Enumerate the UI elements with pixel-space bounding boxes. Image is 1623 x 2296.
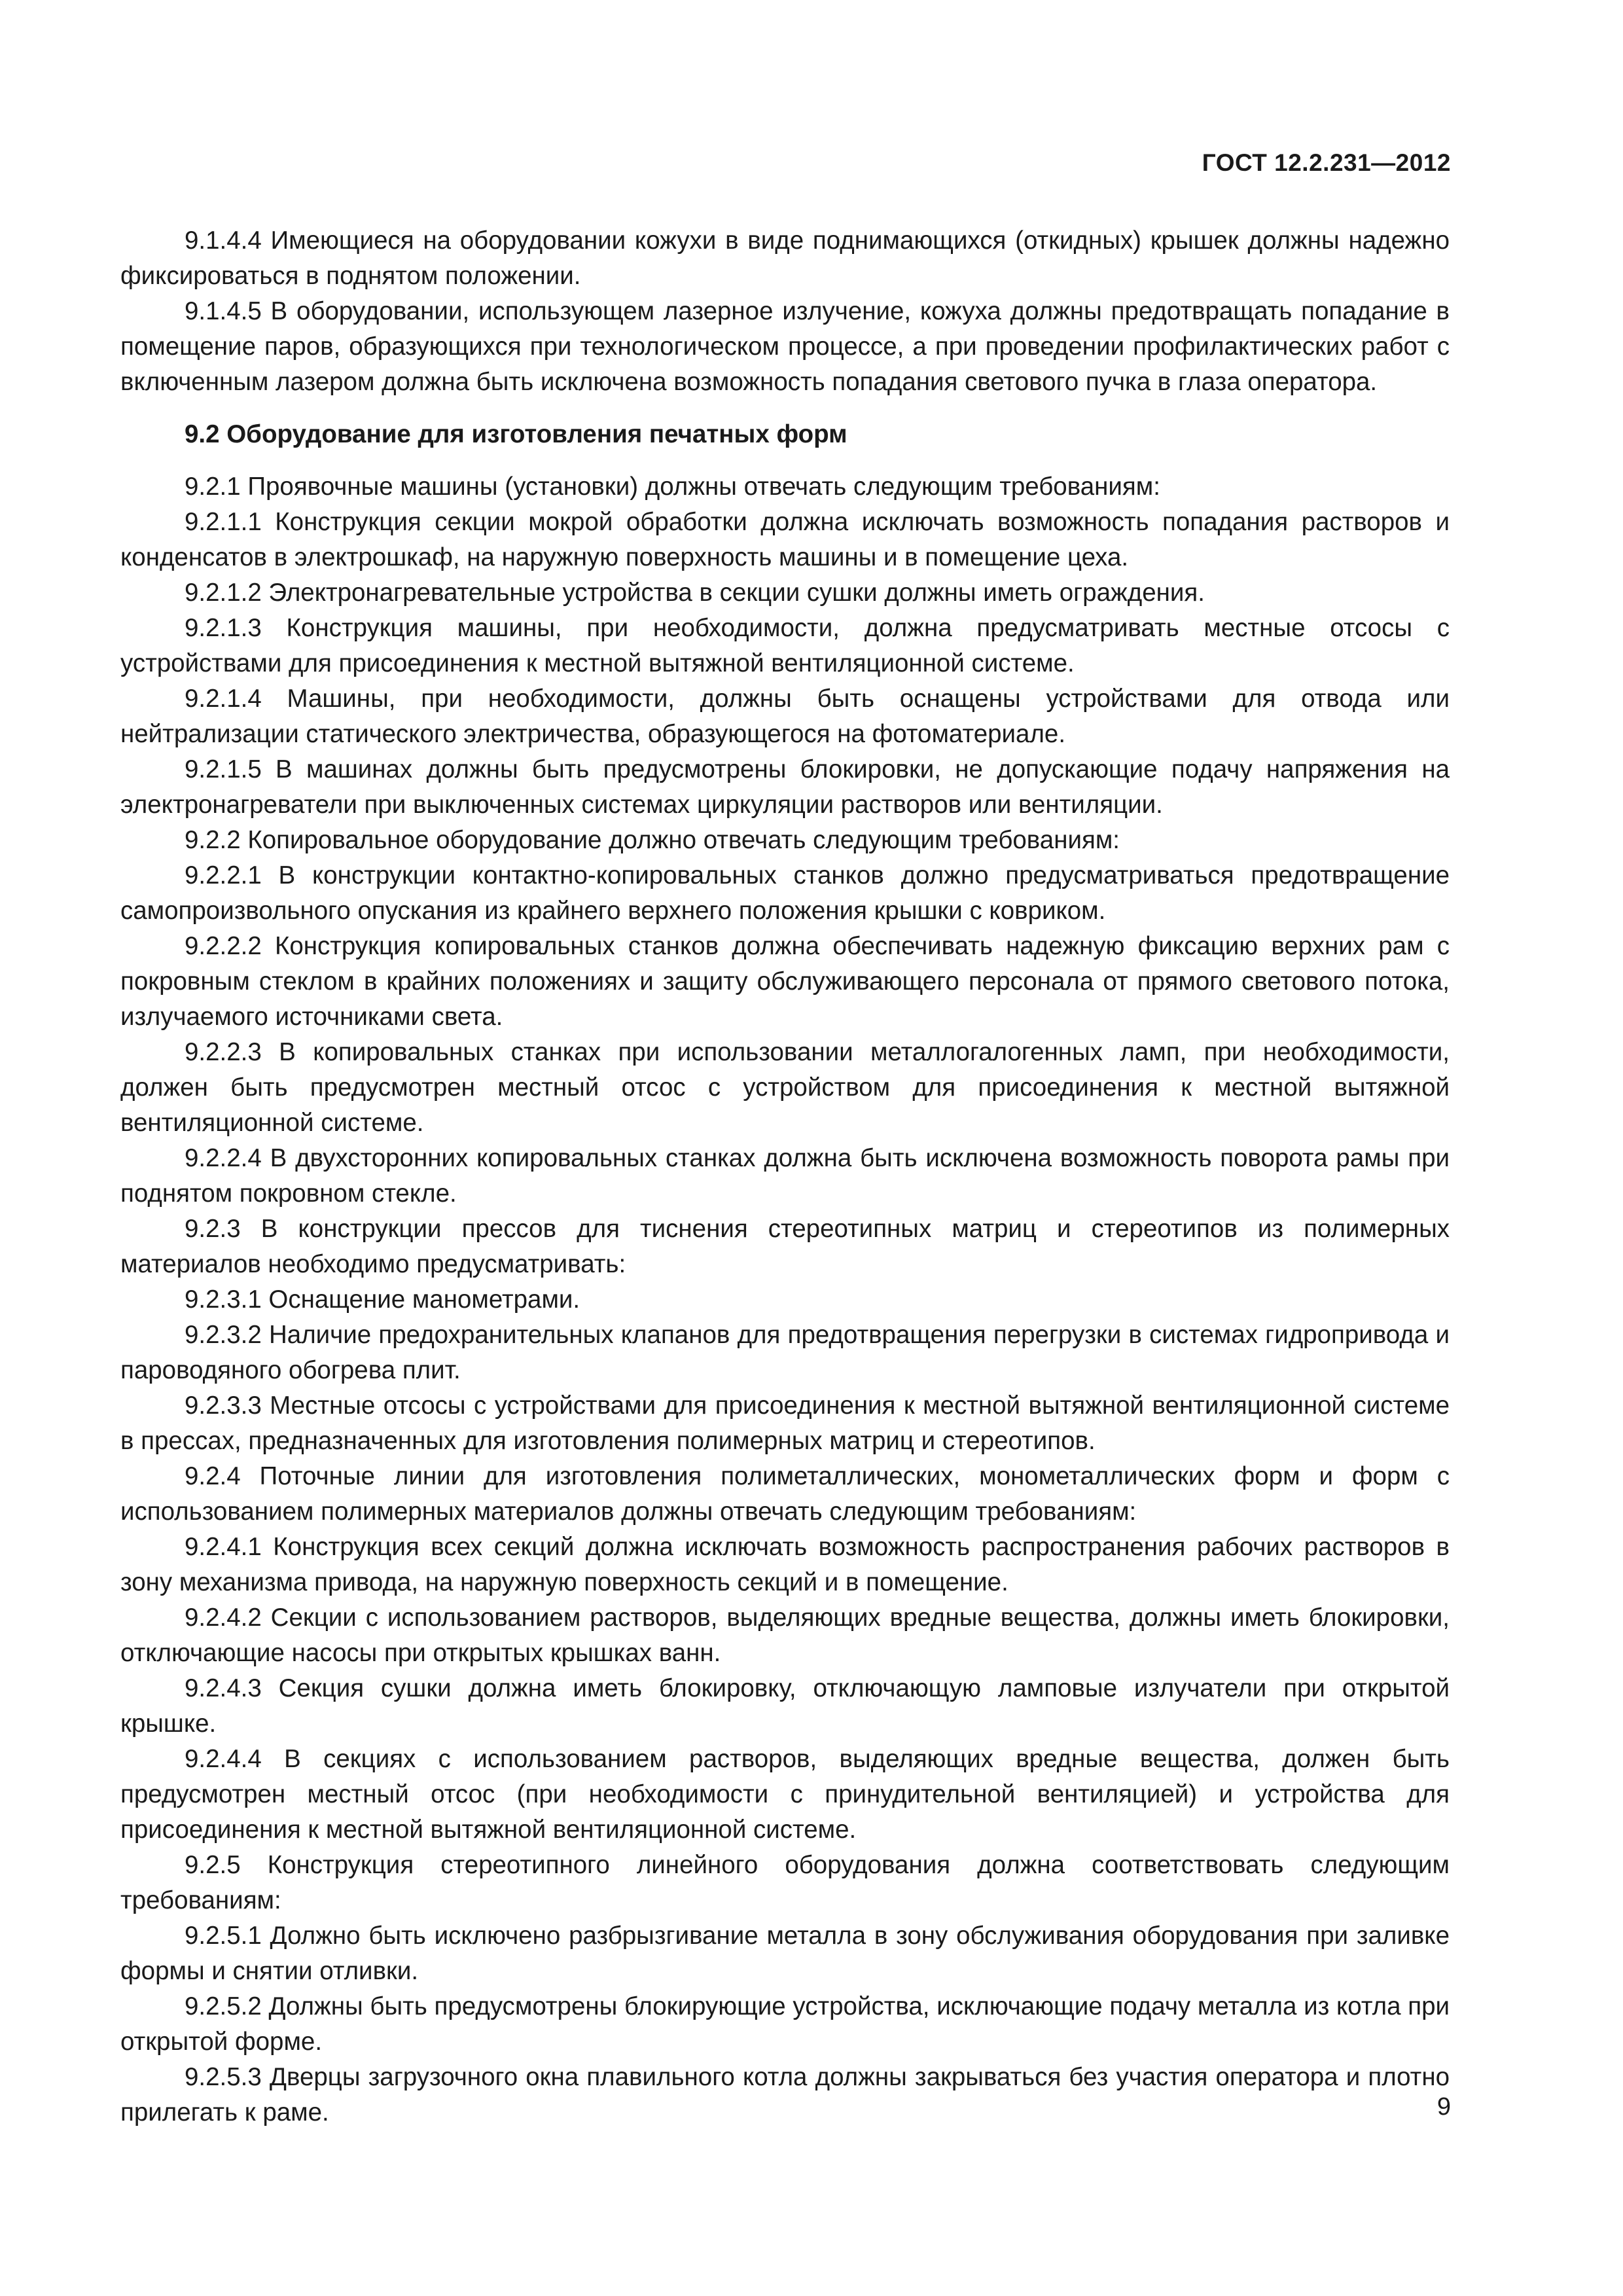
paragraph: 9.2.5 Конструкция стереотипного линейного оборудования должна соответствовать следующим требованиям: <box>120 1851 1450 1914</box>
paragraph: 9.2.4.1 Конструкция всех секций должна исключать возможность распространения рабочих растворов в зону механизма привода, на наружную поверхность секций и в помещение. <box>120 1533 1450 1596</box>
paragraph: 9.2.1.3 Конструкция машины, при необходимости, должна предусматривать местные отсосы с устройствами для присоединения к местной вытяжной вентиляционной системе. <box>120 614 1450 677</box>
paragraph: 9.2.3.2 Наличие предохранительных клапанов для предотвращения перегрузки в системах гидропривода и пароводяного обогрева плит. <box>120 1321 1450 1384</box>
paragraph: 9.2.3 В конструкции прессов для тиснения стереотипных матриц и стереотипов из полимерных материалов необходимо предусматривать: <box>120 1215 1450 1278</box>
paragraph: 9.2.2.1 В конструкции контактно-копировальных станков должно предусматриваться предотвращение самопроизвольного опускания из крайнего верхнего положения крышки с ковриком. <box>120 861 1450 925</box>
paragraph: 9.2.5.1 Должно быть исключено разбрызгивание металла в зону обслуживания оборудования при заливке формы и снятии отливки. <box>120 1922 1450 1985</box>
paragraph: 9.2.3.3 Местные отсосы с устройствами для присоединения к местной вытяжной вентиляционной системе в прессах, предназначенных для изготовления полимерных матриц и стереотипов. <box>120 1391 1450 1455</box>
paragraph: 9.1.4.4 Имеющиеся на оборудовании кожухи в виде поднимающихся (откидных) крышек должны надежно фиксироваться в поднятом положении. <box>120 226 1450 290</box>
paragraph: 9.2.1 Проявочные машины (установки) должны отвечать следующим требованиям: <box>185 473 1160 501</box>
paragraph: 9.2.3.1 Оснащение манометрами. <box>185 1285 580 1314</box>
document-body <box>120 223 1450 2130</box>
page-number: 9 <box>1436 2093 1451 2121</box>
standard-code-header: ГОСТ 12.2.231—2012 <box>1202 149 1451 176</box>
paragraph: 9.2.2.3 В копировальных станках при использовании металлогалогенных ламп, при необходимости, должен быть предусмотрен местный отсос с устройством для присоединения к местной вытяжной вентиляционной системе. <box>120 1038 1450 1137</box>
paragraph: 9.2.4 Поточные линии для изготовления полиметаллических, монометаллических форм и форм с использованием полимерных материалов должны отвечать следующим требованиям: <box>120 1462 1450 1526</box>
paragraph: 9.2.4.4 В секциях с использованием растворов, выделяющих вредные вещества, должен быть предусмотрен местный отсос (при необходимости с принудительной вентиляцией) и устройства для присоединения к местной вытяжной вентиляционной системе. <box>120 1745 1450 1844</box>
paragraph: 9.2.5.3 Дверцы загрузочного окна плавильного котла должны закрываться без участия оператора и плотно прилегать к раме. <box>120 2063 1450 2126</box>
paragraph: 9.2.1.5 В машинах должны быть предусмотрены блокировки, не допускающие подачу напряжения на электронагреватели при выключенных системах циркуляции растворов или вентиляции. <box>120 755 1450 819</box>
paragraph: 9.2.5.2 Должны быть предусмотрены блокирующие устройства, исключающие подачу металла из котла при открытой форме. <box>120 1992 1450 2056</box>
paragraph: 9.2.1.2 Электронагревательные устройства в секции сушки должны иметь ограждения. <box>185 579 1205 607</box>
paragraph: 9.2.4.3 Секция сушки должна иметь блокировку, отключающую ламповые излучатели при открытой крышке. <box>120 1674 1450 1738</box>
paragraph: 9.1.4.5 В оборудовании, использующем лазерное излучение, кожуха должны предотвращать попадание в помещение паров, образующихся при технологическом процессе, а при проведении профилактических работ с включенным лазером должна быть исключена возможность попадания светового пучка в глаза оператора. <box>120 297 1450 396</box>
paragraph: 9.2.1.1 Конструкция секции мокрой обработки должна исключать возможность попадания растворов и конденсатов в электрошкаф, на наружную поверхность машины и в помещение цеха. <box>120 508 1450 571</box>
paragraphs-before-heading <box>120 223 1450 400</box>
paragraph: 9.2.2.4 В двухсторонних копировальных станках должна быть исключена возможность поворота рамы при поднятом покровном стекле. <box>120 1144 1450 1208</box>
paragraphs-after-heading <box>120 469 1450 2130</box>
paragraph: 9.2.2 Копировальное оборудование должно отвечать следующим требованиям: <box>185 826 1120 854</box>
paragraph: 9.2.2.2 Конструкция копировальных станков должна обеспечивать надежную фиксацию верхних рам с покровным стеклом в крайних положениях и защиту обслуживающего персонала от прямого светового потока, излучаемого источниками света. <box>120 932 1450 1031</box>
paragraph: 9.2.1.4 Машины, при необходимости, должны быть оснащены устройствами для отвода или нейтрализации статического электричества, образующегося на фотоматериале. <box>120 685 1450 748</box>
section-heading: 9.2 Оборудование для изготовления печатных форм <box>185 420 847 448</box>
paragraph: 9.2.4.2 Секции с использованием растворов, выделяющих вредные вещества, должны иметь блокировки, отключающие насосы при открытых крышках ванн. <box>120 1604 1450 1667</box>
